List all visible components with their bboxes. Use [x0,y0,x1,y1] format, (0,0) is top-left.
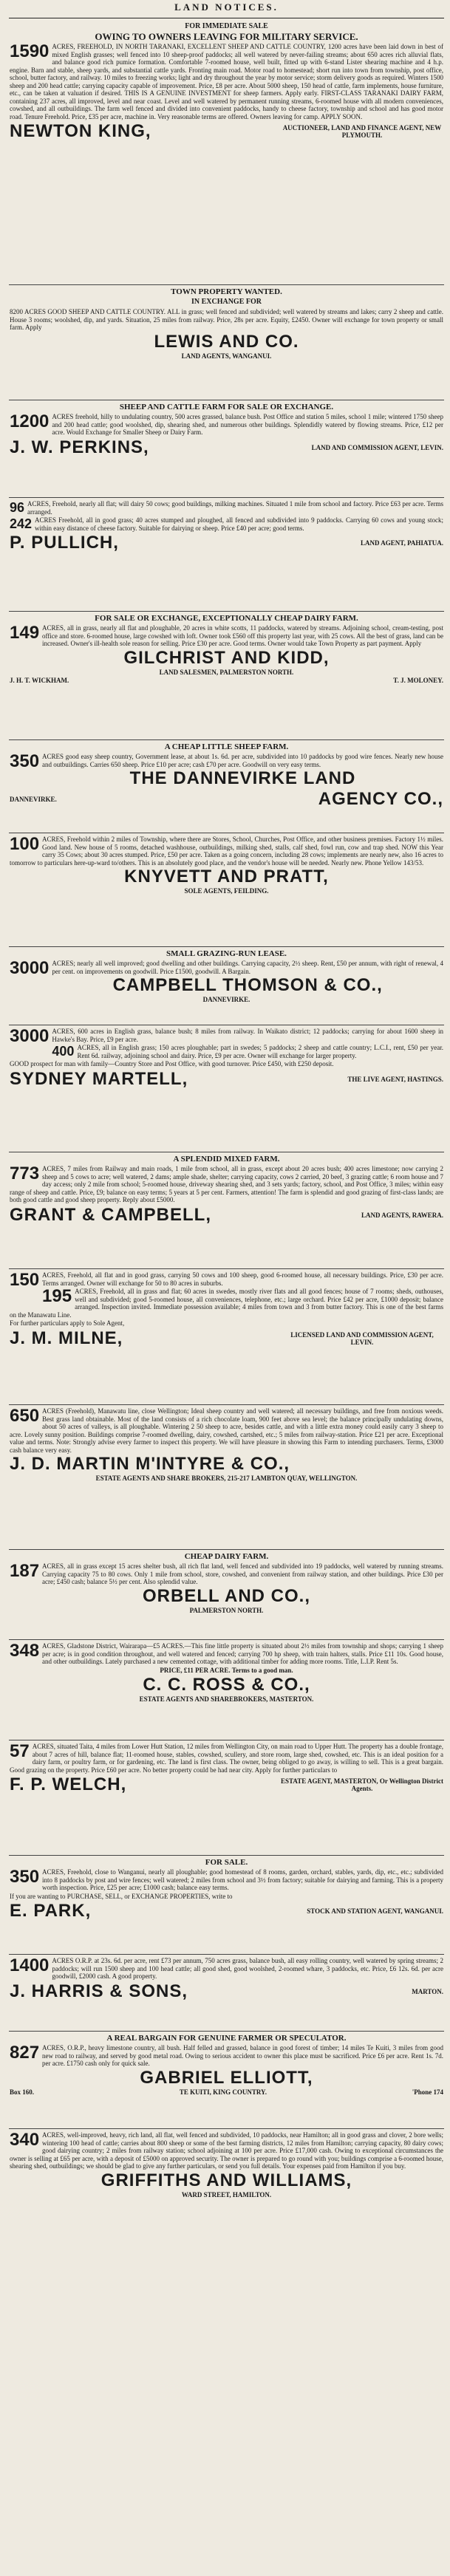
ad-acreage: 400 [52,1044,75,1059]
ad-caption: CHEAP DAIRY FARM. [184,1552,269,1561]
agent-name: GILCHRIST AND KIDD, [123,647,330,668]
ad-acreage: 1400 [10,1955,50,1975]
ad-caption: FOR SALE OR EXCHANGE, EXCEPTIONALLY CHEAP DAIRY FARM. [95,614,358,623]
agent-name: AGENCY CO., [318,789,443,809]
agent-name: THE DANNEVIRKE LAND [129,768,356,788]
ad-acreage: 100 [10,834,40,854]
ad-acreage: 340 [10,2130,40,2150]
ad-signature [10,1069,443,1090]
ad-ross [9,1640,444,1740]
agent-details: PALMERSTON NORTH. [189,1606,264,1614]
ad-body: 650 ACRES (Freehold), Manawatu line, close Wellington; Ideal sheep country and well watered; all necessary buildings, and free from noxious weeds. Best grass land obtainable. Most of the land consists of a rich chocolate loam, 900 feet above sea level; the balance principally undulating downs, about 50 acres of valleys, is all ploughable. Wintering 2 50 sheep to acre, besides cattle, and with a little extra money could easily carry 3 sheep to acre. Lovely sunny position. Buildings comprise 7-roomed dwelling, dairy, cowshed, cartshed, etc.; 5 miles from railway-station. Price £21 per acre. Exceptional value and terms. Note: Strongly advise every farmer to inspect this property. We will have pleasure in showing this Farm to intending purchasers. Terms, £3000 cash balance very easy. [10,1406,443,1454]
ad-caption: IN EXCHANGE FOR [191,298,262,306]
ad-signature [10,1901,443,1921]
ad-body: 149 ACRES, all in grass, nearly all flat and ploughable, 20 acres in white scotts, 11 paddocks, watered by streams. Adjoining school, cream-testing, post office and store. 6-roomed house, large cowshed with loft. Owner took £560 off this property last year, with 25 cows. All the best of grass, land can be increased. Owner's ill-health sole reason for selling. Price £30 per acre. Good terms. Owner would take Town Property as part payment. Apply [10,623,443,647]
ad-signature [10,1981,443,2002]
ad-body: 400 ACRES, all in English grass; 150 acres ploughable; part in swedes; 5 paddocks; 2 sheep and cattle country; L.C.I., rent, £50 per year. Rent 6d. railway, adjoining school and dairy. Price, £9 per acre. Owner will exchange for larger property. [52,1044,443,1059]
ad-acreage: 348 [10,1641,40,1661]
ad-lewis [9,285,444,400]
ad-body: 150 ACRES, Freehold, all flat and in good grass, carrying 50 cows and 100 sheep, good 6-roomed house, all necessary buildings. Price, £30 per acre. Terms arranged. Owner will exchange for 50 to 80 acres in suburbs. [10,1270,443,1290]
ad-signature [10,1774,443,1795]
agent-details: LAND AGENTS, WANGANUI. [181,352,272,360]
ad-body: 350 ACRES good easy sheep country, Government lease, at about 1s. 6d. per acre, subdivided into 10 paddocks by good wire fences. Nearly new house and outbuildings. Carries 650 sheep. Price £10 per acre; cash £70 per acre. Goodwill on very easy terms. [10,751,443,771]
agent-name: J. W. PERKINS, [10,437,149,457]
agent-details: ESTATE AGENTS AND SHARE BROKERS, 215-217 LAMBTON QUAY, WELLINGTON. [95,1475,358,1482]
agent-details: DANNEVIRKE. [202,996,250,1003]
ad-body: 773 ACRES, 7 miles from Railway and main roads, 1 mile from school, all in grass, except about 20 acres bush; 400 acres limestone; now carrying 2 sheep and 5 cows to acre; well watered, 2 dams; ample shade, shelter; carrying capacity, cows 2 carried, 20 beef, 3 grazing cattle; 6 room house and 7 day access; only 2 mile from school; 5-roomed house, driveway shearing shed, and 3 sets yards; factory, school, and Post Office, 3 miles; within easy range of sheep and cattle. Price, £9; balance on easy terms; 5 years at 5 per cent. Farmers, attention! The farm is splendid and good grazing of first-class lands; are both good cattle and good sheep property. Reply about £5000. [10,1164,443,1203]
ad-body: If you are wanting to PURCHASE, SELL, or EXCHANGE PROPERTIES, write to [10,1892,233,1900]
ad-signature [10,1205,443,1226]
ad-signature [10,1328,443,1349]
ad-body: 3000 ACRES, 600 acres in English grass, balance bush; 8 miles from railway. In Waikato district; 12 paddocks; carrying for about 1600 sheep in Hawke's Bay. Price, £9 per acre. [10,1026,443,1046]
ad-acreage: 242 [10,516,33,531]
ad-signature [10,789,443,810]
agent-details: WARD STREET, HAMILTON. [181,2190,272,2199]
agent-name: LEWIS AND CO. [154,331,299,352]
ad-body: 350 ACRES, Freehold, close to Wanganui, nearly all ploughable; good homestead of 8 rooms, garden, orchard, stables, yards, dip, etc., etc.; subdivided into 8 paddocks by post and wire fences; well watered; 2 miles from school and 3½ from factory; suitable for dairying and farming. This is a property worth inspection. Price, £25 per acre; £1000 cash; balance easy terms. [10,1867,443,1891]
agent-name: GRIFFITHS AND WILLIAMS, [100,2170,352,2190]
ad-caption: A SPLENDID MIXED FARM. [173,1155,280,1164]
agent-details: LAND SALESMEN, PALMERSTON NORTH. [159,668,294,676]
agent-details: SOLE AGENTS, FEILDING. [184,887,269,895]
ad-signature [10,437,443,458]
agent-details: MARTON. [412,1987,443,1995]
ad-signature [10,121,443,142]
agent-name: NEWTON KING, [10,121,151,141]
po-box: Box 160. [10,2088,35,2096]
agent-details: ESTATE AGENTS AND SHAREBROKERS, MASTERTON. [139,1695,314,1703]
agent-details: LICENSED LAND AND COMMISSION AGENT, LEVIN. [290,1330,434,1346]
ad-acreage: 1590 [10,41,50,61]
agent-name: C. C. ROSS & CO., [143,1674,310,1695]
ad-perkins [9,400,444,498]
ad-pullich [9,498,444,612]
agent-details: AUCTIONEER, LAND AND FINANCE AGENT, NEW PLYMOUTH. [282,124,442,139]
ad-caption: SMALL GRAZING-RUN LEASE. [166,949,287,958]
ad-acreage: 827 [10,2043,40,2063]
agent-details: LAND AGENTS, RAWERA. [361,1211,443,1219]
ad-body: 96 ACRES, Freehold, nearly all flat; will dairy 50 cows; good buildings, milking machines. Situated 1 mile from school and factory. Price £63 per acre. Terms arranged. [10,500,443,516]
agent-details: STOCK AND STATION AGENT, WANGANUI. [307,1907,443,1915]
land-notices-page [9,0,444,2569]
ad-acreage: 149 [10,623,40,643]
partner-left: J. H. T. WICKHAM. [10,676,69,684]
agent-details: LAND AND COMMISSION AGENT, LEVIN. [311,443,443,451]
agent-contact [10,2088,443,2097]
ad-elliott [9,2032,444,2129]
ad-body: 1200 ACRES freehold, hilly to undulating country, 500 acres grassed, balance bush. Post Office and station 5 miles, school 1 mile; wintered 1750 sheep and 200 head cattle; good woolshed, dip, shearing shed, and numerous other buildings. Splendidly watered by flowing streams. Price, £12 per acre. Would Exchange for Smaller Sheep or Dairy Farm. [10,411,443,436]
agent-name: KNYVETT AND PRATT, [124,867,329,886]
ad-body: 3000 ACRES; nearly all well improved; good dwelling and other buildings. Carrying capacity, 2½ sheep. Rent, £50 per annum, with right of renewal, 4 per cent. on improvements on goodwill. Price £1500, goodwill. A Bargain. [10,958,443,978]
ad-gilchrist-kidd [9,612,444,740]
ad-acreage: 1200 [10,411,50,431]
ad-body: 195 ACRES, Freehold, all in grass and flat; 60 acres in swedes, mostly river flats and all good fences; house of 7 rooms; sheds, outhouses, well and subdivided; good 5-roomed house, all conveniences, telephone, etc.; large orchard. Price £42 per acre, £1000 deposit; balance arranged. Inspection invited. Immediate possession available; 4 miles from town and 3 from butter factory. This is one of the best farms on the Manawatu Line. [10,1286,443,1319]
agent-name: SYDNEY MARTELL, [10,1068,188,1089]
agent-details: LAND AGENT, PAHIATUA. [360,539,443,547]
partner-right: T. J. MOLONEY. [393,676,443,684]
ad-body: 348 ACRES, Gladstone District, Wairarapa—£5 ACRES.—This fine little property is situated about 2½ miles from township and shops; carrying 1 sheep per acre; is in good condition throughout, and well watered and fenced; carrying 700 hp sheep, with train halters, stalls. Price £11 10s. Good house, and other outbuildings. Lately purchased a new cemented cottage, with additional timber for adding more rooms. Title, L.I.P. Rent 5s. [10,1641,443,1665]
ad-caption: SHEEP AND CATTLE FARM FOR SALE OR EXCHANGE. [119,403,334,411]
ad-acreage: 350 [10,751,40,771]
ad-acreage: 773 [10,1164,40,1183]
ad-dannevirke-land [9,740,444,833]
ad-body: GOOD prospect for man with family—Country Store and Post Office, with good turnover. Price £450, with £250 deposit. [10,1060,334,1067]
agent-details: THE LIVE AGENT, HASTINGS. [347,1075,443,1083]
agent-name: J. D. MARTIN M'INTYRE & CO., [10,1454,290,1474]
ad-campbell-thomson [9,947,444,1025]
ad-body: 827 ACRES, O.R.P., heavy limestone country, all bush. Half felled and grassed, balance in good forest of timber; 14 miles Te Kuiti, 3 miles from good new road to railway, and served by good metal road. Owing to serious accident to owner this place must be sacrificed. Price £6 per acre. Rent 1s. 7d. per acre. £1750 cash only for quick sale. [10,2043,443,2067]
ad-park [9,1856,444,1955]
agent-details: TE KUITI, KING COUNTRY. [179,2088,267,2096]
ad-acreage: 3000 [10,958,50,978]
phone-number: 'Phone 174 [412,2088,443,2096]
ad-caption: A CHEAP LITTLE SHEEP FARM. [164,742,289,751]
ad-knyvett-pratt [9,833,444,947]
ad-body: 57 ACRES, situated Taita, 4 miles from Lower Hutt Station, 12 miles from Wellington City, on main road to Upper Hutt. The property has a double frontage, about 7 acres of hill, balance flat; 11-roomed house, stables, cowshed, scullery, and store room, large shed, cowshed, etc. This is an ideal position for a dairy farm, or poultry farm, or for gardening, etc. The land is first class. The owner, being obliged to go away, is willing to sell. This is a great bargain. Good grazing on the property. Price £60 per acre. No better property could be had near city. Apply for further particulars to [10,1741,443,1774]
agent-details: DANNEVIRKE. [10,796,57,803]
ad-acreage: 96 [10,500,25,515]
ad-caption: OWING TO OWNERS LEAVING FOR MILITARY SERVICE. [95,31,358,42]
ad-price: PRICE, £11 PER ACRE. Terms to a good man. [160,1666,293,1674]
ad-acreage: 195 [42,1286,72,1306]
ad-harris [9,1955,444,2032]
ad-orbell [9,1550,444,1640]
ad-caption: TOWN PROPERTY WANTED. [171,287,282,296]
agent-name: P. PULLICH, [10,533,119,553]
ad-body: 340 ACRES, well-improved, heavy, rich land, all flat, well fenced and subdivided, 10 paddocks, near Hamilton; all in good grass and clover, 2 bore wells; wintering 100 head of cattle; carries about 800 sheep or some of the best farming districts, 12 miles from Hamilton; carrying capacity, 80 dairy cows; good dairying country; 2 miles from railway station; school adjoining at 100 per acre. Price £17,000 cash. Owing to exceptional circumstances the owner is selling at £65 per acre, with a deposit of £5000 on approved security. The owner is prepared to go round with you; buildings comprise a 6-roomed house, shearing shed, outbuildings; we should be glad to give any further particulars, or send you full details. Your expenses paid from Hamilton if you buy. [10,2130,443,2170]
ad-sydney-martell [9,1025,444,1152]
agent-partners [10,677,443,685]
ad-martin-mintyre [9,1405,444,1550]
agent-name: J. M. MILNE, [10,1328,123,1348]
ad-acreage: 57 [10,1741,30,1761]
ad-milne [9,1269,444,1405]
ad-body: 1590 ACRES, FREEHOLD, IN NORTH TARANAKI, EXCELLENT SHEEP AND CATTLE COUNTRY, 1200 acres have been laid down in best of mixed English grasses; well fenced into 10 sheep-proof paddocks; all well watered by never-failing streams; about 650 acres rich alluvial flats, and balance good rich pumice formation. Comfortable 7-roomed house, well built, fitted up with 6-stand Lister shearing machine and 4 h.p. engine. Barn and stable, sheep yards, and substantial cattle yards. Fronting main road. Motor road to homestead; short run into town from township, post office, school, butter factory, and railway. 10 miles to freezing works; light and dry throughout the year by motor service; storm delivery goods as required. Winters 1500 sheep and 200 head cattle; carrying capacity capable of improvement. Price, £8 per acre. About 5000 sheep, 150 head of cattle, farm implements, house furniture, etc., can be taken at valuation if desired. THIS IS A GENUINE INVESTMENT for sheep farmers. Apply early. FIRST-CLASS TARANAKI DAIRY FARM, containing 237 acres, all improved, level and near coast. Level and well watered by permanent running streams, 6-roomed house with all modern conveniences, cowshed, and all outbuildings. The farm well fenced and divided into convenient paddocks, handy to cheese factory, township and school and has good motor road. Tenure Freehold. Price, £35 per acre, machine in. Very reasonable terms are offered. Owners leaving for camp. APPLY SOON. [10,41,443,120]
ad-acreage: 3000 [10,1026,50,1046]
agent-name: J. HARRIS & SONS, [10,1981,188,2001]
ad-body: 1400 ACRES O.R.P. at 23s. 6d. per acre, rent £73 per annum, 750 acres grass, balance bush, all easy rolling country, well watered by spring streams; 2 paddocks; will run 1500 sheep and 100 head cattle; all good shed, good woolshed, 2-roomed whare, 3 paddocks, etc. Price, £6 12s. 6d. per acre goodwill, £2000 cash. A good property. [10,1955,443,1980]
ad-caption: A REAL BARGAIN FOR GENUINE FARMER OR SPECULATOR. [106,2034,347,2043]
ad-caption: FOR IMMEDIATE SALE [185,22,268,30]
ad-newton-king [9,20,444,285]
ad-griffiths-williams [9,2129,444,2257]
ad-body: 100 ACRES, Freehold within 2 miles of Township, where there are Stores, School, Churches, Post Office, and other business premises. Factory 1½ miles. Good land. New house of 5 rooms, detached washhouse, outbuildings, milking shed, stalls, calf shed, fowl run, cow and trap shed. NOW this Year carry 35 Cows; about 30 acres stumped. Price, £50 per acre. Taken as a going concern, including 28 cows; implements are nearly new, also 16 acres to tomorrow to particulars here-up-ward to/others. This is an absolutely good place, and the vendor's house will be needed. Nearly new. Phone Yellow 143/53. [10,834,443,867]
agent-name: CAMPBELL THOMSON & CO., [112,975,383,995]
ad-body: 242 ACRES Freehold, all in good grass; 40 acres stumped and ploughed, all fenced and subdivided into 9 paddocks. Carrying 60 cows and young stock; within easy distance of cheese factory. Suitable for dairying or sheep. Price £40 per acre; good terms. [10,516,443,532]
ad-acreage: 650 [10,1406,40,1426]
ad-body: 8200 ACRES GOOD SHEEP AND CATTLE COUNTRY. ALL in grass; well fenced and subdivided; well watered by streams and lakes; carry 2 sheep and cattle. House 3 rooms; woolshed, dip, and yards. Situation, 25 miles from railway. Price, 28s per acre. Equity, £2450. Owner will exchange for town property or small farm. Apply [10,308,443,331]
ad-caption: FOR SALE. [205,1858,248,1867]
agent-name: F. P. WELCH, [10,1774,127,1794]
agent-name: GABRIEL ELLIOTT, [140,2067,313,2088]
ad-body: 187 ACRES, all in grass except 15 acres shelter bush, all rich flat land, well fenced and subdivided into 19 paddocks, well watered by running streams. Carrying capacity 75 to 80 cows. Only 1 mile from school, store, cowshed, and convenient from railway station, and other buildings. Price £30 per acre; £450 cash; balance 5½ per cent. Also splendid value. [10,1561,443,1585]
ad-body: For further particulars apply to Sole Agent, [10,1319,125,1327]
ad-signature [10,533,443,553]
agent-details: ESTATE AGENT, MASTERTON, Or Wellington District Agents. [281,1777,443,1792]
ad-grant-campbell [9,1152,444,1269]
ad-acreage: 187 [10,1561,40,1581]
page-title: LAND NOTICES. [174,1,279,13]
agent-name: GRANT & CAMPBELL, [10,1204,211,1225]
ad-acreage: 150 [10,1270,40,1290]
ad-acreage: 350 [10,1867,40,1887]
agent-name: ORBELL AND CO., [142,1585,310,1606]
agent-name: E. PARK, [10,1901,92,1921]
ad-welch [9,1740,444,1856]
